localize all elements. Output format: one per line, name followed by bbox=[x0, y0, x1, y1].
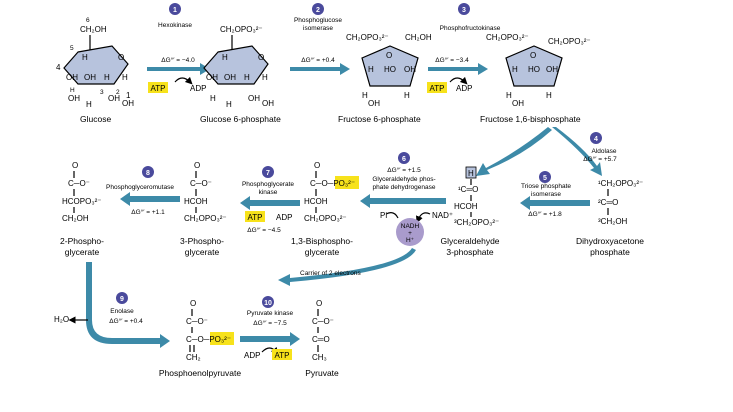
svg-text:6: 6 bbox=[86, 17, 90, 24]
svg-text:5: 5 bbox=[70, 45, 74, 52]
svg-text:H: H bbox=[210, 94, 216, 103]
svg-text:H: H bbox=[368, 65, 374, 74]
svg-text:O: O bbox=[316, 299, 323, 308]
svg-text:Carrier of 2 electrons: Carrier of 2 electrons bbox=[300, 270, 361, 277]
svg-text:Glyceraldehyde: Glyceraldehyde bbox=[440, 236, 500, 246]
g6p-label: Glucose 6-phosphate bbox=[200, 114, 281, 124]
svg-text:OH: OH bbox=[368, 99, 380, 108]
step-7-arrow bbox=[240, 196, 300, 210]
svg-text:OH: OH bbox=[404, 65, 416, 74]
svg-text:H: H bbox=[86, 100, 92, 109]
svg-text:OH: OH bbox=[512, 99, 524, 108]
svg-text:glycerate: glycerate bbox=[64, 247, 100, 257]
svg-text:HCOPO₃²⁻: HCOPO₃²⁻ bbox=[62, 197, 102, 206]
f16bp-label: Fructose 1,6-bisphosphate bbox=[480, 114, 581, 124]
f6p-label: Fructose 6-phosphate bbox=[338, 114, 421, 124]
svg-text:glycerate: glycerate bbox=[304, 247, 340, 257]
svg-text:ΔG°′ = +1.1: ΔG°′ = +1.1 bbox=[131, 209, 165, 216]
svg-text:H: H bbox=[222, 53, 228, 62]
g6p-molecule bbox=[200, 25, 281, 124]
f6p-molecule bbox=[338, 33, 432, 124]
svg-text:Phosphoenolpyruvate: Phosphoenolpyruvate bbox=[158, 368, 242, 378]
svg-text:phate dehydrogenase: phate dehydrogenase bbox=[372, 184, 436, 191]
svg-text:6: 6 bbox=[402, 156, 406, 163]
svg-text:H: H bbox=[70, 87, 75, 94]
svg-text:ΔG°′ = +0.4: ΔG°′ = +0.4 bbox=[301, 57, 335, 64]
svg-text:3-Phospho-: 3-Phospho- bbox=[180, 236, 224, 246]
svg-text:NADH: NADH bbox=[400, 223, 420, 230]
svg-text:5: 5 bbox=[543, 175, 547, 182]
svg-text:Enolase: Enolase bbox=[110, 308, 134, 315]
svg-text:C─O─PO₃²⁻: C─O─PO₃²⁻ bbox=[310, 179, 356, 188]
step-4 bbox=[583, 132, 617, 163]
svg-text:Pi: Pi bbox=[380, 211, 388, 220]
svg-text:CH₂OH: CH₂OH bbox=[405, 33, 432, 42]
svg-text:O: O bbox=[118, 53, 125, 62]
svg-text:4: 4 bbox=[56, 63, 61, 72]
svg-text:²C═O: ²C═O bbox=[598, 198, 619, 207]
svg-text:H: H bbox=[82, 53, 88, 62]
step-10-arrow bbox=[240, 332, 300, 346]
svg-text:HCOH: HCOH bbox=[304, 197, 328, 206]
svg-text:phosphate: phosphate bbox=[590, 247, 630, 257]
svg-text:Pyruvate: Pyruvate bbox=[305, 368, 339, 378]
svg-text:C─O⁻: C─O⁻ bbox=[68, 179, 90, 188]
svg-text:1,3-Bisphospho-: 1,3-Bisphospho- bbox=[291, 236, 353, 246]
svg-text:ΔG°′ = −4.5: ΔG°′ = −4.5 bbox=[247, 227, 281, 234]
svg-text:O: O bbox=[72, 161, 79, 170]
step-9-arrow bbox=[86, 262, 170, 348]
pep-molecule bbox=[159, 299, 242, 378]
svg-text:10: 10 bbox=[264, 300, 272, 307]
svg-text:O: O bbox=[386, 51, 393, 60]
svg-text:H: H bbox=[546, 91, 552, 100]
svg-text:Phosphoglyceromutase: Phosphoglyceromutase bbox=[106, 184, 174, 191]
svg-text:H: H bbox=[362, 91, 368, 100]
step-6-arrow bbox=[360, 194, 446, 208]
svg-text:OH: OH bbox=[206, 73, 218, 82]
svg-text:H: H bbox=[244, 73, 250, 82]
svg-text:8: 8 bbox=[146, 170, 150, 177]
svg-text:Glyceraldehyde phos-: Glyceraldehyde phos- bbox=[372, 176, 436, 183]
svg-text:ATP: ATP bbox=[274, 351, 290, 360]
svg-text:isomerase: isomerase bbox=[303, 25, 333, 32]
svg-text:OH: OH bbox=[108, 94, 120, 103]
svg-text:HCOH: HCOH bbox=[454, 202, 478, 211]
svg-text:isomerase: isomerase bbox=[531, 191, 561, 198]
svg-text:H: H bbox=[404, 91, 410, 100]
svg-text:4: 4 bbox=[594, 136, 598, 143]
svg-text:Pyruvate kinase: Pyruvate kinase bbox=[246, 310, 294, 317]
svg-text:3: 3 bbox=[100, 89, 104, 96]
step-1 bbox=[147, 3, 210, 93]
svg-text:1: 1 bbox=[173, 7, 177, 14]
pyruvate-molecule bbox=[305, 299, 339, 378]
svg-text:+: + bbox=[408, 230, 412, 237]
svg-text:CH₂OPO₃²⁻: CH₂OPO₃²⁻ bbox=[220, 25, 263, 34]
svg-text:O: O bbox=[258, 53, 265, 62]
svg-text:C─O⁻: C─O⁻ bbox=[186, 317, 208, 326]
svg-text:CH₃: CH₃ bbox=[312, 353, 327, 362]
svg-text:ΔG°′ = −7.5: ΔG°′ = −7.5 bbox=[253, 320, 287, 327]
svg-text:ADP: ADP bbox=[190, 84, 207, 93]
svg-text:2-Phospho-: 2-Phospho- bbox=[60, 236, 104, 246]
svg-text:OH: OH bbox=[84, 73, 96, 82]
svg-text:H: H bbox=[262, 73, 268, 82]
f16bp-molecule bbox=[480, 33, 591, 124]
svg-text:ΔG°′ = +1.5: ΔG°′ = +1.5 bbox=[387, 167, 421, 174]
svg-text:CH₂OPO₃²⁻: CH₂OPO₃²⁻ bbox=[304, 214, 347, 223]
svg-text:³CH₂OPO₃²⁻: ³CH₂OPO₃²⁻ bbox=[454, 218, 500, 227]
svg-text:H: H bbox=[226, 100, 232, 109]
glucose-label: Glucose bbox=[80, 114, 112, 124]
step-1-arrow bbox=[147, 63, 210, 75]
svg-text:OH: OH bbox=[546, 65, 558, 74]
svg-text:¹C═O: ¹C═O bbox=[458, 185, 479, 194]
svg-text:HCOH: HCOH bbox=[184, 197, 208, 206]
svg-text:H: H bbox=[104, 73, 110, 82]
step-8-arrow bbox=[120, 192, 180, 206]
svg-text:Triose phosphate: Triose phosphate bbox=[521, 183, 571, 190]
svg-text:O: O bbox=[530, 51, 537, 60]
svg-text:H: H bbox=[122, 73, 128, 82]
svg-text:CH₂OPO₃²⁻: CH₂OPO₃²⁻ bbox=[486, 33, 529, 42]
svg-text:2: 2 bbox=[116, 89, 120, 96]
step-2-arrow bbox=[290, 63, 350, 75]
svg-text:OH: OH bbox=[122, 99, 134, 108]
svg-text:ΔG°′ = +0.4: ΔG°′ = +0.4 bbox=[109, 318, 143, 325]
svg-text:OH: OH bbox=[68, 94, 80, 103]
step-8 bbox=[106, 166, 180, 216]
step-10 bbox=[240, 296, 300, 360]
svg-text:ADP: ADP bbox=[276, 213, 293, 222]
svg-text:9: 9 bbox=[120, 296, 124, 303]
glucose-molecule bbox=[56, 17, 134, 124]
svg-text:CH₂OPO₃²⁻: CH₂OPO₃²⁻ bbox=[346, 33, 389, 42]
step-4-split-arrow bbox=[476, 127, 602, 176]
svg-text:H: H bbox=[512, 65, 518, 74]
svg-text:O: O bbox=[314, 161, 321, 170]
svg-text:H⁺: H⁺ bbox=[405, 237, 415, 244]
svg-text:¹CH₂OPO₃²⁻: ¹CH₂OPO₃²⁻ bbox=[598, 179, 644, 188]
step-5 bbox=[520, 171, 590, 218]
svg-text:Phosphoglycerate: Phosphoglycerate bbox=[241, 181, 295, 188]
step-7 bbox=[240, 166, 300, 234]
svg-text:ADP: ADP bbox=[456, 84, 473, 93]
svg-text:H₂O: H₂O bbox=[54, 315, 70, 324]
svg-text:C─O⁻: C─O⁻ bbox=[312, 317, 334, 326]
svg-text:Phosphofructokinase: Phosphofructokinase bbox=[439, 25, 501, 32]
svg-text:3: 3 bbox=[462, 7, 466, 14]
svg-text:OH: OH bbox=[66, 73, 78, 82]
svg-text:HO: HO bbox=[528, 65, 540, 74]
svg-text:C═O: C═O bbox=[312, 335, 330, 344]
step-5-arrow bbox=[520, 196, 590, 210]
svg-text:Aldolase: Aldolase bbox=[591, 148, 617, 155]
svg-text:CH₂OPO₃²⁻: CH₂OPO₃²⁻ bbox=[184, 214, 227, 223]
pg3-molecule bbox=[180, 161, 227, 257]
bpg-molecule bbox=[291, 161, 359, 257]
svg-text:H: H bbox=[506, 91, 512, 100]
svg-text:3-phosphate: 3-phosphate bbox=[446, 247, 494, 257]
svg-text:1: 1 bbox=[126, 91, 131, 100]
svg-text:Dihydroxyacetone: Dihydroxyacetone bbox=[575, 236, 645, 246]
svg-text:ATP: ATP bbox=[150, 84, 166, 93]
svg-text:ΔG°′ = −3.4: ΔG°′ = −3.4 bbox=[435, 57, 469, 64]
svg-text:OH: OH bbox=[262, 99, 274, 108]
svg-text:³CH₂OH: ³CH₂OH bbox=[598, 217, 628, 226]
svg-text:Phosphoglucose: Phosphoglucose bbox=[293, 17, 343, 24]
svg-text:7: 7 bbox=[266, 170, 270, 177]
svg-text:ΔG°′ = +1.8: ΔG°′ = +1.8 bbox=[528, 211, 562, 218]
svg-text:ATP: ATP bbox=[247, 213, 263, 222]
electron-carrier-arrow bbox=[278, 248, 416, 286]
svg-text:CH₂OPO₃²⁻: CH₂OPO₃²⁻ bbox=[548, 37, 591, 46]
svg-text:O: O bbox=[190, 299, 197, 308]
step-2 bbox=[290, 3, 350, 75]
step-9 bbox=[54, 262, 170, 348]
svg-text:OH: OH bbox=[224, 73, 236, 82]
step-3-arrow bbox=[428, 63, 488, 75]
svg-text:HO: HO bbox=[384, 65, 396, 74]
svg-text:CH₂OH: CH₂OH bbox=[80, 25, 107, 34]
svg-text:ΔG°′ = −4.0: ΔG°′ = −4.0 bbox=[161, 57, 195, 64]
step-3 bbox=[427, 3, 501, 93]
svg-text:CH₂OH: CH₂OH bbox=[62, 214, 89, 223]
svg-text:ATP: ATP bbox=[429, 84, 445, 93]
dhap-molecule bbox=[576, 179, 644, 257]
svg-text:OH: OH bbox=[248, 94, 260, 103]
svg-text:glycerate: glycerate bbox=[184, 247, 220, 257]
svg-text:NAD⁺: NAD⁺ bbox=[432, 211, 454, 220]
svg-text:Hexokinase: Hexokinase bbox=[158, 22, 192, 29]
svg-text:2: 2 bbox=[316, 7, 320, 14]
svg-text:O: O bbox=[194, 161, 201, 170]
svg-text:ADP: ADP bbox=[244, 351, 261, 360]
svg-text:C─O─PO₃²⁻: C─O─PO₃²⁻ bbox=[186, 335, 232, 344]
svg-text:C─O⁻: C─O⁻ bbox=[190, 179, 212, 188]
svg-text:kinase: kinase bbox=[258, 189, 278, 196]
svg-text:H: H bbox=[468, 169, 474, 178]
pg2-molecule bbox=[60, 161, 104, 257]
svg-text:CH₂: CH₂ bbox=[186, 353, 201, 362]
svg-text:ΔG°′ = +5.7: ΔG°′ = +5.7 bbox=[583, 156, 617, 163]
